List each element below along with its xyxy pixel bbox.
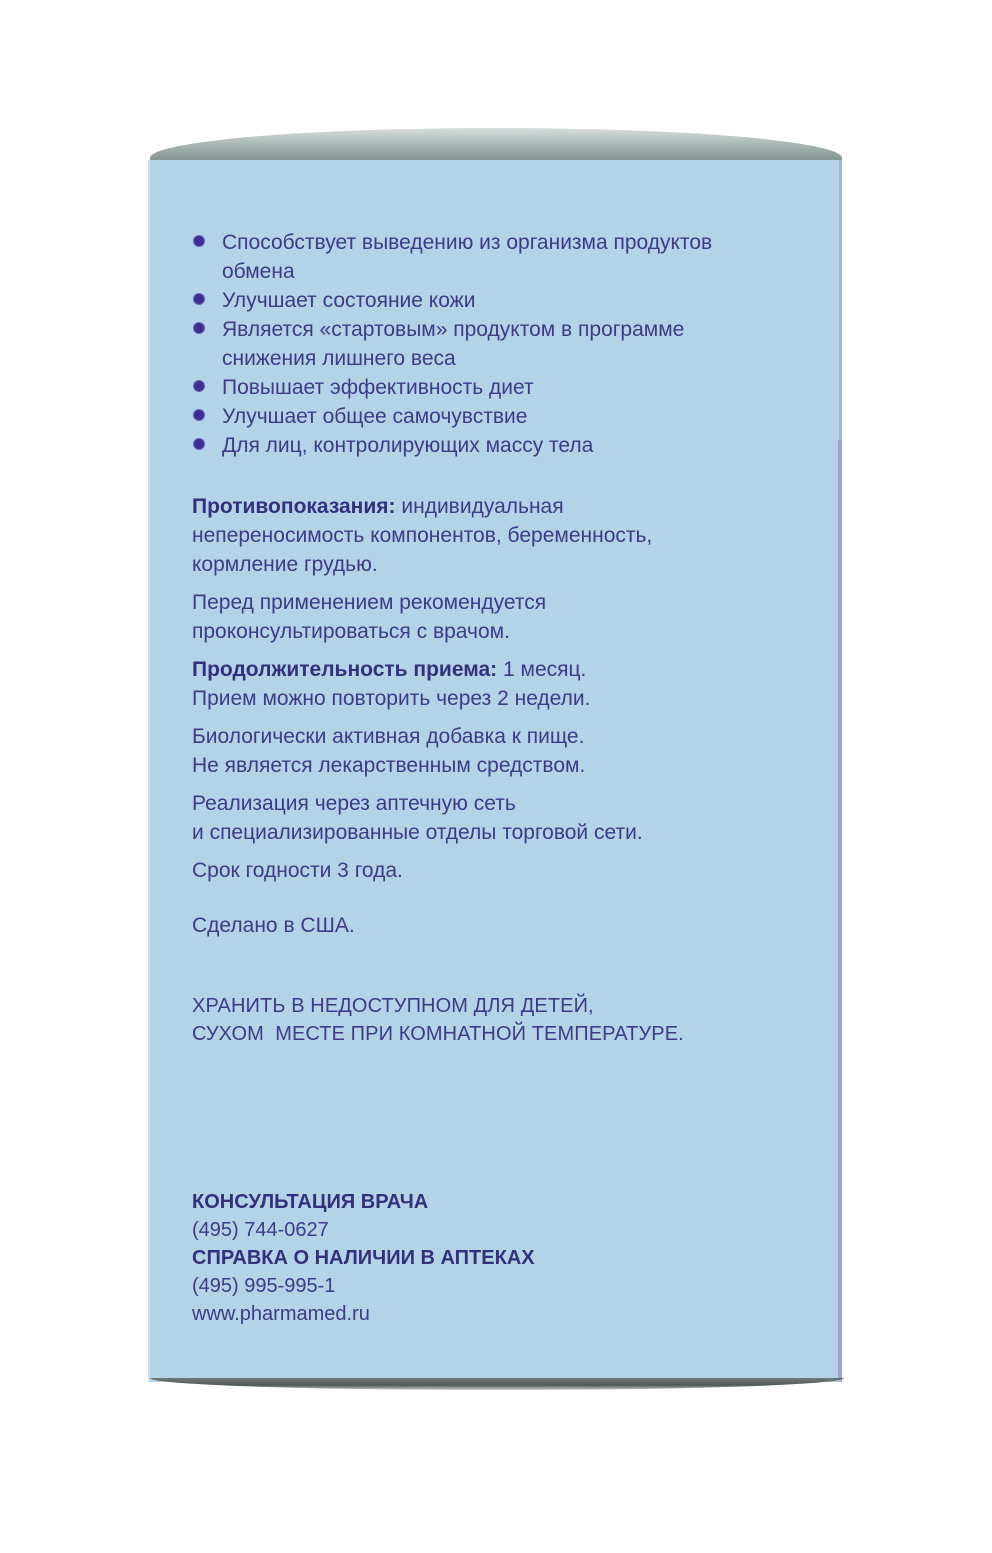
- contacts: [192, 1188, 812, 1328]
- distribution-note: Реализация через аптечную сеть и специализированные отделы торговой сети.: [192, 792, 643, 844]
- storage-instructions: ХРАНИТЬ В НЕДОСТУПНОМ ДЛЯ ДЕТЕЙ, СУХОМ МЕСТЕ ПРИ КОМНАТНОЙ ТЕМПЕРАТУРЕ.: [192, 995, 684, 1045]
- box-top-flap: [150, 128, 842, 164]
- bullet-icon: [194, 410, 204, 420]
- contraindications-label: Противопоказания:: [192, 495, 396, 518]
- duration: Продолжительность приема: 1 месяц. Прием можно повторить через 2 недели.: [192, 658, 591, 710]
- benefit-item: Повышает эффективность диет: [192, 373, 812, 402]
- bullet-icon: [194, 294, 204, 304]
- benefit-item: Улучшает состояние кожи: [192, 286, 812, 315]
- doctor-consultation-label: КОНСУЛЬТАЦИЯ ВРАЧА: [192, 1191, 429, 1213]
- bullet-icon: [194, 236, 204, 246]
- shelf-life: Срок годности 3 года.: [192, 859, 403, 882]
- box-side-edge: [838, 440, 842, 1380]
- label-content: [192, 228, 812, 1328]
- benefit-item: Способствует выведению из организма продуктов обмена: [192, 228, 812, 286]
- doctor-consult-note: Перед применением рекомендуется проконсультироваться с врачом.: [192, 591, 547, 643]
- benefit-item: Улучшает общее самочувствие: [192, 402, 812, 431]
- benefit-item: Для лиц, контролирующих массу тела: [192, 431, 812, 460]
- supplement-note: Биологически активная добавка к пище. Не является лекарственным средством.: [192, 725, 586, 777]
- box-bottom-edge: [150, 1378, 844, 1390]
- benefit-item: Является «стартовым» продуктом в программе снижения лишнего веса: [192, 315, 812, 373]
- doctor-phone: (495) 744-0627: [192, 1219, 329, 1241]
- bullet-icon: [194, 381, 204, 391]
- website: www.pharmamed.ru: [192, 1303, 370, 1325]
- duration-label: Продолжительность приема:: [192, 658, 498, 681]
- pharmacy-info-label: СПРАВКА О НАЛИЧИИ В АПТЕКАХ: [192, 1247, 535, 1269]
- country-of-origin: Сделано в США.: [192, 914, 355, 937]
- benefits-list: [192, 228, 812, 460]
- bullet-icon: [194, 323, 204, 333]
- pharmacy-phone: (495) 995-995-1: [192, 1275, 336, 1297]
- bullet-icon: [194, 439, 204, 449]
- contraindications: Противопоказания: индивидуальная непереносимость компонентов, беременность, кормление грудью.: [192, 495, 653, 576]
